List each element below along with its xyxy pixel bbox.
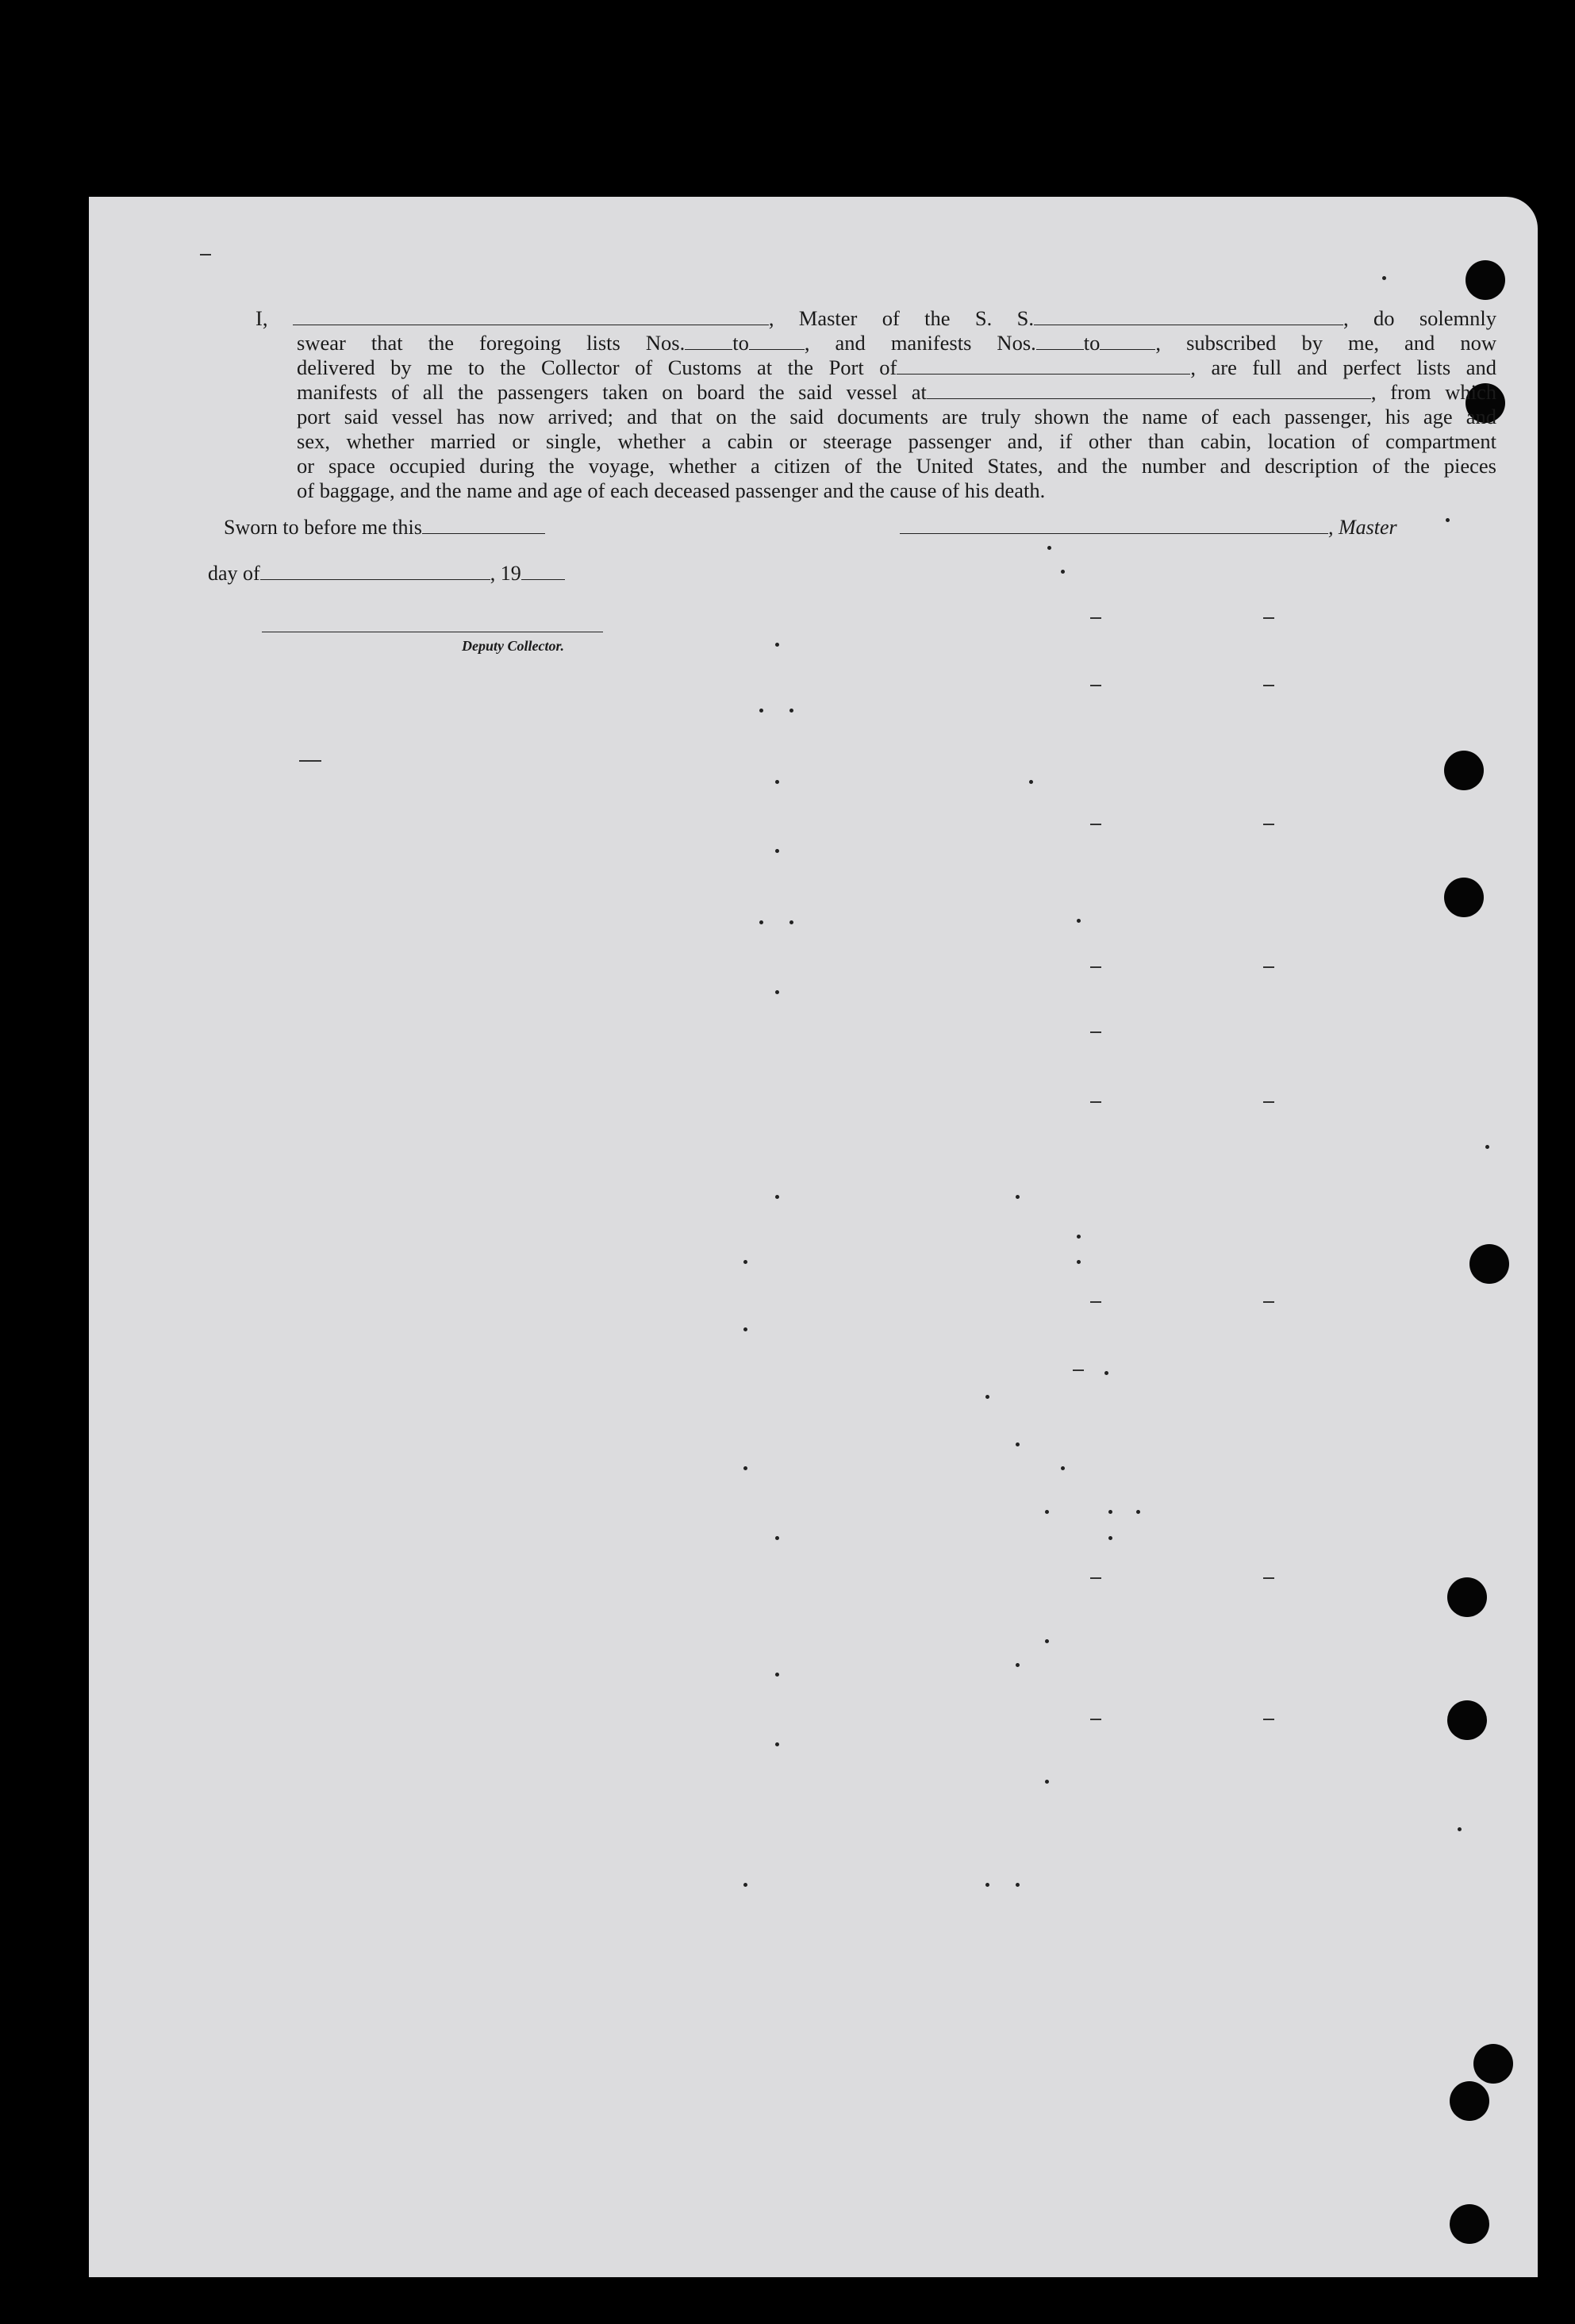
scan-speck [1458, 1827, 1462, 1831]
scan-dash [1090, 1719, 1101, 1720]
scan-speck [1108, 1536, 1112, 1540]
master-label: , Master [1328, 516, 1397, 539]
scan-dash [1263, 685, 1274, 686]
year-prefix: , 19 [490, 562, 521, 585]
punch-hole [1466, 260, 1505, 300]
punch-hole [1444, 878, 1484, 917]
scan-speck [1045, 1639, 1049, 1643]
departure-port-blank [927, 398, 1371, 399]
scan-speck [1077, 1260, 1081, 1264]
manifests-from-blank [1036, 349, 1084, 350]
scan-speck [1016, 1442, 1020, 1446]
scan-speck [775, 1195, 779, 1199]
oath-text: , Master of the S. S. [768, 306, 1034, 330]
scan-speck [789, 709, 793, 713]
scan-dash [1090, 824, 1101, 825]
scan-dash [1090, 1577, 1101, 1579]
scan-dash [1090, 966, 1101, 968]
scan-speck [1045, 1510, 1049, 1514]
oath-text: , subscribed by me, and now [1155, 331, 1496, 355]
scan-dash [1090, 617, 1101, 619]
punch-hole [1473, 2044, 1513, 2084]
scan-dash [1090, 1101, 1101, 1103]
scan-dash [1090, 685, 1101, 686]
oath-line-7: or space occupied during the voyage, whether a citizen of the United States, and the number and description of the pieces [297, 454, 1496, 478]
oath-text: to [732, 331, 749, 355]
scan-dash [1263, 1101, 1274, 1103]
master-signature-blank [900, 533, 1328, 534]
scan-dash [299, 760, 321, 762]
scan-speck [1104, 1371, 1108, 1375]
scan-speck [1077, 1235, 1081, 1239]
oath-line-5: port said vessel has now arrived; and that on the said documents are truly shown the name of each passenger, his age and [297, 405, 1496, 428]
scan-dash [1263, 1719, 1274, 1720]
scan-speck [1047, 546, 1051, 550]
port-blank [897, 374, 1190, 375]
sworn-day-blank [422, 533, 545, 534]
scan-speck [775, 849, 779, 853]
scan-speck [1382, 276, 1386, 280]
scan-speck [985, 1395, 989, 1399]
lists-to-blank [749, 349, 805, 350]
sworn-before-line [224, 516, 545, 540]
scan-dash [1263, 1577, 1274, 1579]
oath-text: , are full and perfect lists and [1190, 355, 1496, 379]
scan-speck [1045, 1780, 1049, 1784]
deputy-collector-label: Deputy Collector. [462, 638, 564, 654]
oath-line-6: sex, whether married or single, whether a cabin or steerage passenger and, if other than cabin, location of compartment [297, 429, 1496, 453]
scan-speck [1029, 780, 1033, 784]
scan-speck [1446, 518, 1450, 522]
scan-speck [759, 920, 763, 924]
scan-speck [1077, 919, 1081, 923]
year-blank [521, 579, 565, 580]
scan-speck [775, 643, 779, 647]
scan-dash [1073, 1369, 1084, 1371]
oath-line-1 [255, 306, 1496, 331]
scan-dash [1090, 1301, 1101, 1303]
scan-speck [743, 1883, 747, 1887]
oath-text: to [1083, 331, 1101, 355]
punch-hole [1450, 2204, 1489, 2244]
scan-dash [1263, 966, 1274, 968]
oath-text: , do solemnly [1343, 306, 1497, 330]
scan-speck [1485, 1145, 1489, 1149]
master-signature-line [900, 516, 1397, 540]
scan-speck [1136, 1510, 1140, 1514]
scan-speck [743, 1327, 747, 1331]
scan-dash [1090, 1031, 1101, 1033]
oath-line-2 [297, 331, 1496, 355]
scan-speck [1061, 1466, 1065, 1470]
scan-speck [775, 1673, 779, 1677]
punch-hole [1444, 751, 1484, 790]
scan-speck [1016, 1883, 1020, 1887]
scan-speck [789, 920, 793, 924]
scan-speck [775, 1742, 779, 1746]
oath-line-3 [297, 355, 1496, 380]
scan-speck [985, 1883, 989, 1887]
scan-speck [743, 1466, 747, 1470]
scan-dash [1263, 617, 1274, 619]
oath-line-8: of baggage, and the name and age of each deceased passenger and the cause of his death. [297, 478, 1046, 502]
scan-speck [1016, 1663, 1020, 1667]
scan-speck [1108, 1510, 1112, 1514]
scan-speck [1061, 570, 1065, 574]
punch-hole [1450, 2081, 1489, 2121]
scan-speck [775, 990, 779, 994]
punch-hole [1447, 1577, 1487, 1617]
scan-speck [759, 709, 763, 713]
manifests-to-blank [1100, 349, 1155, 350]
sworn-label: Sworn to before me this [224, 516, 422, 539]
scan-speck [1016, 1195, 1020, 1199]
oath-line-4 [297, 380, 1496, 405]
scan-speck [775, 780, 779, 784]
lists-from-blank [685, 349, 732, 350]
punch-hole [1469, 1244, 1509, 1284]
scan-speck [775, 1536, 779, 1540]
scan-dash [200, 254, 211, 255]
oath-text: I, [255, 306, 268, 330]
document-page [89, 197, 1538, 2277]
day-of-line [208, 562, 565, 586]
scan-speck [743, 1260, 747, 1264]
day-of-label: day of [208, 562, 260, 585]
punch-hole [1447, 1700, 1487, 1740]
scan-dash [1263, 824, 1274, 825]
scan-dash [1263, 1301, 1274, 1303]
oath-text: , from which [1370, 380, 1496, 404]
oath-text: delivered by me to the Collector of Customs at the Port of [297, 355, 897, 379]
month-blank [260, 579, 490, 580]
oath-text: manifests of all the passengers taken on board the said vessel at [297, 380, 927, 404]
oath-text: , and manifests Nos. [804, 331, 1036, 355]
oath-text: swear that the foregoing lists Nos. [297, 331, 686, 355]
